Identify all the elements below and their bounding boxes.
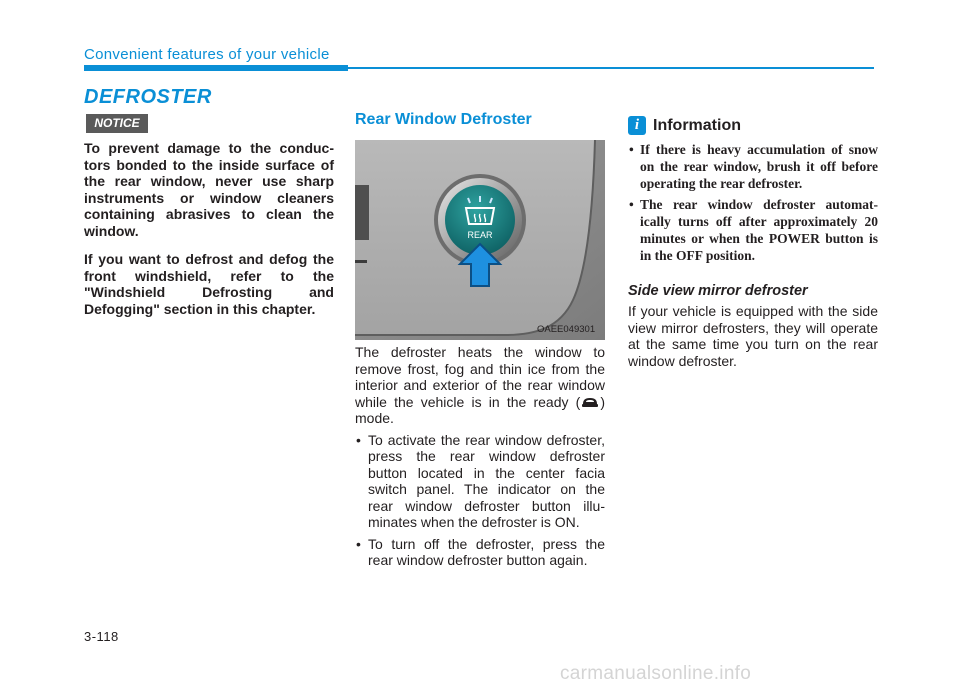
information-bullets [628, 142, 878, 265]
rear-defroster-body [355, 344, 605, 574]
notice-badge: NOTICE [86, 114, 148, 133]
rear-defroster-title: Rear Window Defroster [355, 111, 532, 128]
watermark: carmanualsonline.info [560, 663, 752, 684]
notice-paragraph: If you want to defrost and defog the front windshield, refer to the "Windshield Defrosting and Defogging" section in this chapter. [84, 251, 334, 317]
information-icon: i [628, 116, 646, 135]
side-mirror-title: Side view mirror defroster [628, 283, 808, 299]
figure-button-label: REAR [467, 230, 493, 240]
section-title: DEFROSTER [84, 86, 212, 108]
header-rule-thick [84, 65, 348, 71]
rear-defroster-bullets [355, 432, 605, 569]
figure-caption: OAEE049301 [537, 324, 596, 335]
car-ready-icon [580, 395, 600, 409]
chapter-title: Convenient features of your vehicle [84, 46, 330, 63]
side-mirror-text: If your vehicle is equipped with the side view mirror defrosters, they will operate at the same time you turn on the rear window defroster. [628, 303, 878, 369]
notice-paragraph: To prevent damage to the conduc-tors bonded to the inside surface of the rear window, never use sharp instruments or window cleaners containing abrasives to clean the window. [84, 140, 334, 239]
page-number: 3-118 [84, 629, 119, 644]
list-item: • The rear window defroster automat-ically turns off after approximately 20 minutes or when the POWER button is in the OFF position. [628, 197, 878, 264]
intro-paragraph: The defroster heats the window to remove frost, fog and thin ice from the interior and exterior of the rear window while the vehicle is in the ready ( ) mode. [355, 344, 605, 426]
information-body [628, 142, 878, 270]
panel-illustration [355, 140, 605, 340]
defroster-button-figure [355, 140, 605, 340]
header-rule-thin [348, 67, 874, 69]
information-title: Information [653, 117, 741, 134]
notice-text [84, 140, 334, 329]
list-item: • To activate the rear window defroster, press the rear window defroster button located in the center facia switch panel. The indicator on the rear window defroster button illu-minates when the defroster is ON. [355, 432, 605, 531]
list-item: • To turn off the defroster, press the rear window defroster button again. [355, 536, 605, 569]
list-item: • If there is heavy accumulation of snow on the rear window, brush it off before operating the rear defroster. [628, 142, 878, 192]
